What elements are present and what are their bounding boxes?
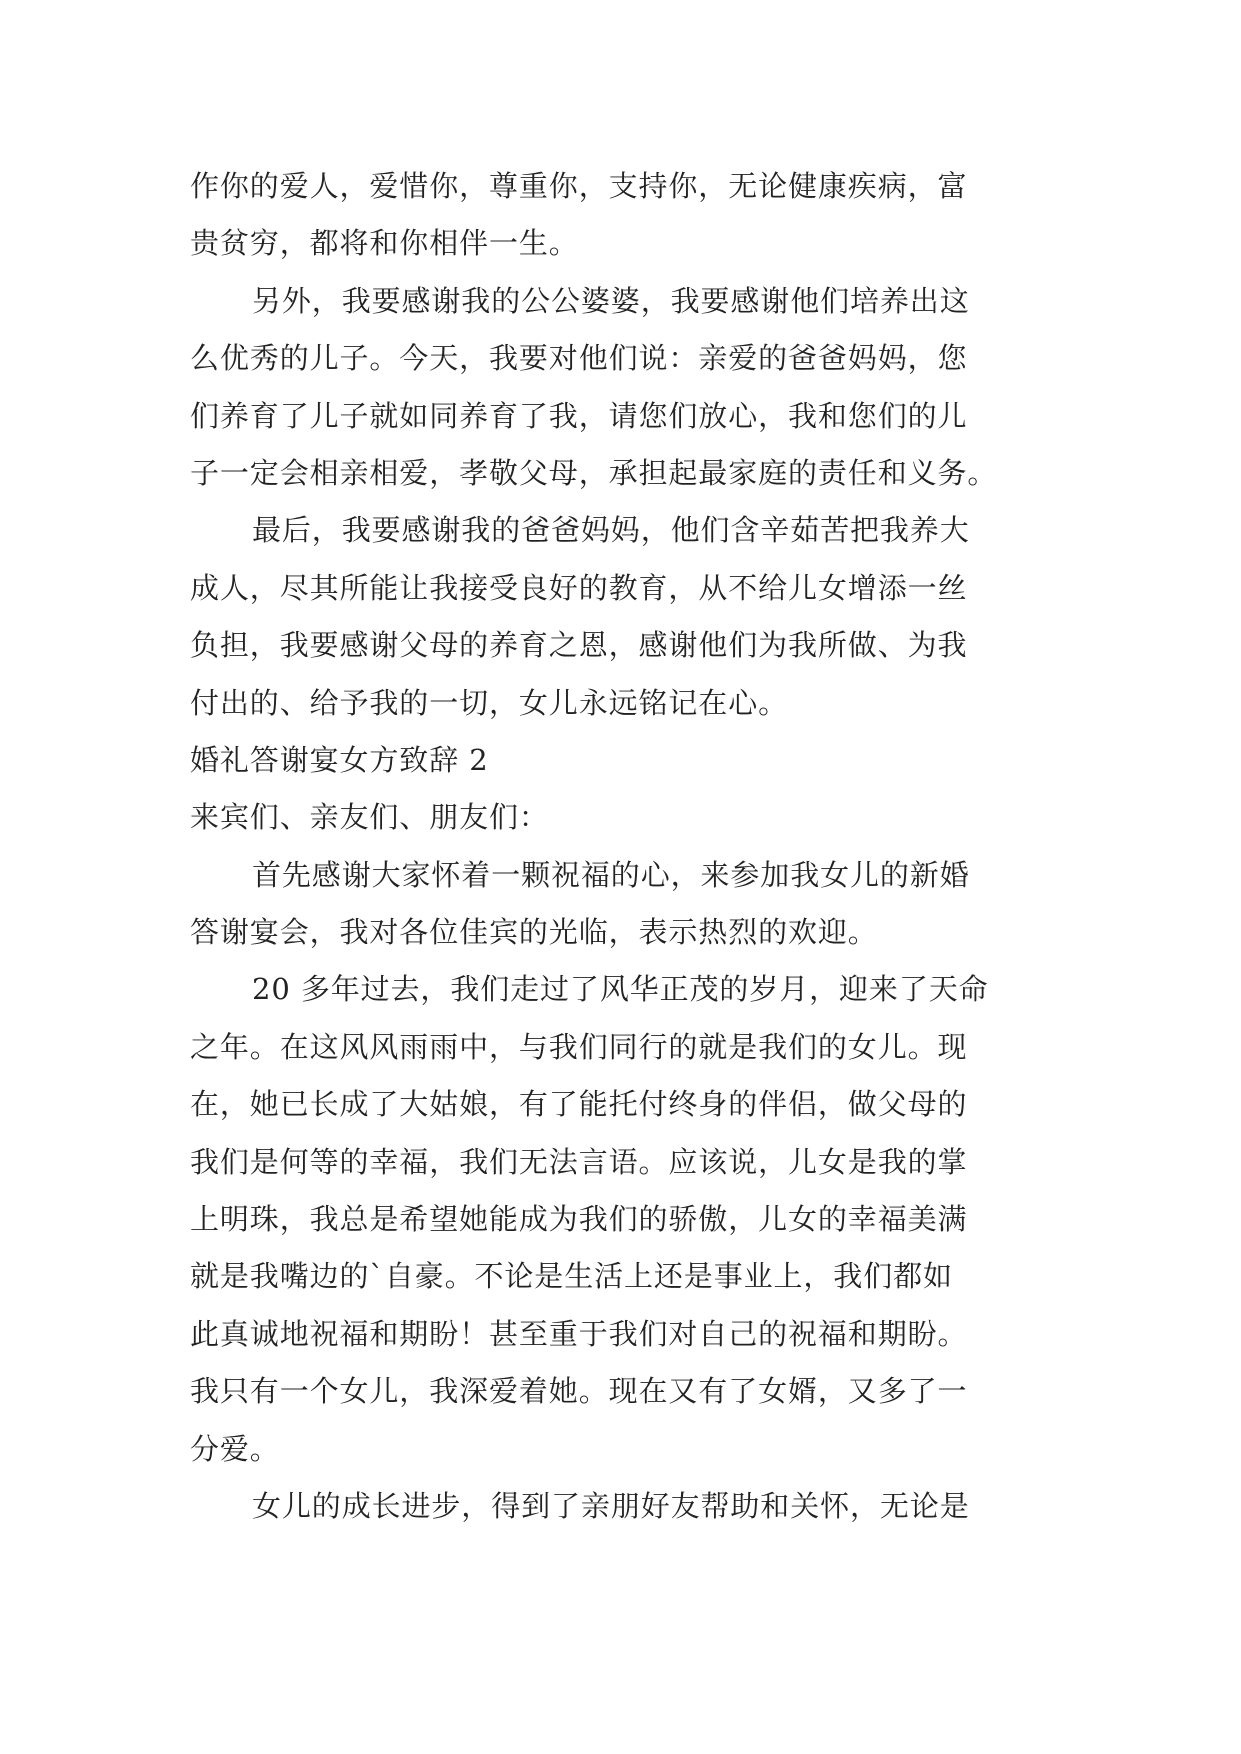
text-line: 成人，尽其所能让我接受良好的教育，从不给儿女增添一丝	[190, 570, 968, 605]
text-line: 么优秀的儿子。今天，我要对他们说：亲爱的爸爸妈妈，您	[190, 341, 968, 376]
text-line: 首先感谢大家怀着一颗祝福的心，来参加我女儿的新婚	[252, 857, 970, 892]
text-line: 就是我嘴边的`自豪。不论是生活上还是事业上，我们都如	[190, 1259, 953, 1294]
text-line: 此真诚地祝福和期盼！甚至重于我们对自己的祝福和期盼。	[190, 1316, 968, 1351]
text-line: 女儿的成长进步，得到了亲朋好友帮助和关怀，无论是	[252, 1488, 970, 1523]
text-line: 20 多年过去，我们走过了风华正茂的岁月，迎来了天命	[252, 972, 989, 1007]
text-line: 我们是何等的幸福，我们无法言语。应该说，儿女是我的掌	[190, 1144, 968, 1179]
text-line: 在，她已长成了大姑娘，有了能托付终身的伴侣，做父母的	[190, 1087, 968, 1122]
salutation: 来宾们、亲友们、朋友们：	[190, 800, 549, 835]
text-line: 之年。在这风风雨雨中，与我们同行的就是我们的女儿。现	[190, 1029, 968, 1064]
text-line: 我只有一个女儿，我深爱着她。现在又有了女婿，又多了一	[190, 1374, 968, 1409]
text-line: 作你的爱人，爱惜你，尊重你，支持你，无论健康疾病，富	[190, 169, 968, 203]
section-heading: 婚礼答谢宴女方致辞 2	[190, 742, 489, 777]
text-line: 负担，我要感谢父母的养育之恩，感谢他们为我所做、为我	[190, 628, 968, 663]
text-line: 付出的、给予我的一切，女儿永远铭记在心。	[190, 685, 789, 720]
text-line: 分爱。	[190, 1431, 280, 1466]
text-line: 们养育了儿子就如同养育了我，请您们放心，我和您们的儿	[190, 398, 968, 433]
text-line: 子一定会相亲相爱，孝敬父母，承担起最家庭的责任和义务。	[190, 455, 998, 490]
text-line: 答谢宴会，我对各位佳宾的光临，表示热烈的欢迎。	[190, 915, 878, 950]
document-body	[190, 158, 1060, 1535]
text-line: 贵贫穷，都将和你相伴一生。	[190, 226, 579, 261]
text-line: 最后，我要感谢我的爸爸妈妈，他们含辛茹苦把我养大	[252, 513, 970, 548]
text-line: 另外，我要感谢我的公公婆婆，我要感谢他们培养出这	[252, 283, 970, 318]
text-line: 上明珠，我总是希望她能成为我们的骄傲，儿女的幸福美满	[190, 1202, 968, 1237]
